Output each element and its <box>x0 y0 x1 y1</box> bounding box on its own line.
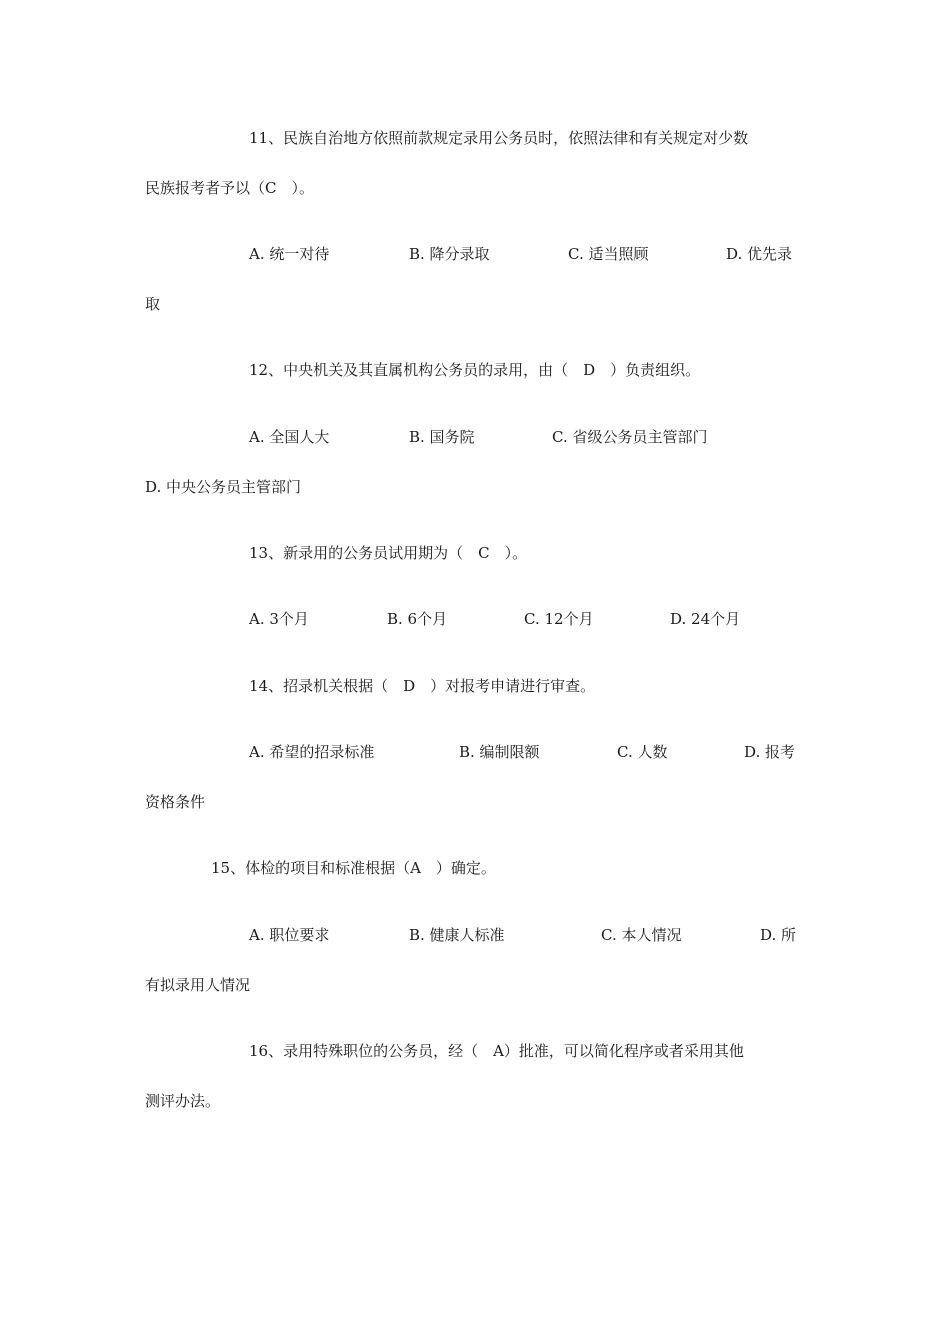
question-12-option-c: C. 省级公务员主管部门 <box>552 428 708 446</box>
question-12-option-a: A. 全国人大 <box>249 428 330 446</box>
question-12-line-1: 12、中央机关及其直属机构公务员的录用，由（ D ）负责组织。 <box>249 361 701 379</box>
question-14-option-d: D. 报考 <box>744 743 796 761</box>
question-13-option-b: B. 6个月 <box>387 610 448 628</box>
question-11-option-d-wrap: 取 <box>145 295 161 313</box>
question-13-line-1: 13、新录用的公务员试用期为（ C ）。 <box>249 544 528 562</box>
question-15-option-c: C. 本人情况 <box>601 926 682 944</box>
question-14-option-a: A. 希望的招录标准 <box>249 743 375 761</box>
question-14-line-1: 14、招录机关根据（ D ）对报考申请进行审查。 <box>249 677 596 695</box>
question-15-option-d-wrap: 有拟录用人情况 <box>145 976 251 994</box>
question-15-option-a: A. 职位要求 <box>249 926 330 944</box>
question-11-line-2: 民族报考者予以（C ）。 <box>145 179 314 197</box>
question-13-option-d: D. 24个月 <box>670 610 741 628</box>
question-14-option-c: C. 人数 <box>617 743 668 761</box>
question-13-option-a: A. 3个月 <box>249 610 309 628</box>
question-15-option-d: D. 所 <box>760 926 797 944</box>
question-11-option-d: D. 优先录 <box>726 245 793 263</box>
question-15-option-b: B. 健康人标准 <box>409 926 505 944</box>
question-12-option-b: B. 国务院 <box>409 428 475 446</box>
question-11-option-a: A. 统一对待 <box>249 245 330 263</box>
question-12-option-d: D. 中央公务员主管部门 <box>145 478 302 496</box>
question-13-option-c: C. 12个月 <box>524 610 594 628</box>
question-14-option-d-wrap: 资格条件 <box>145 793 206 811</box>
question-15-line-1: 15、体检的项目和标准根据（A ）确定。 <box>211 859 496 877</box>
question-16-line-2: 测评办法。 <box>145 1092 221 1110</box>
question-11-option-b: B. 降分录取 <box>409 245 490 263</box>
question-11-line-1: 11、民族自治地方依照前款规定录用公务员时，依照法律和有关规定对少数 <box>249 129 749 147</box>
question-11-option-c: C. 适当照顾 <box>568 245 649 263</box>
question-14-option-b: B. 编制限额 <box>459 743 540 761</box>
question-16-line-1: 16、录用特殊职位的公务员，经（ A）批准，可以简化程序或者采用其他 <box>249 1042 744 1060</box>
